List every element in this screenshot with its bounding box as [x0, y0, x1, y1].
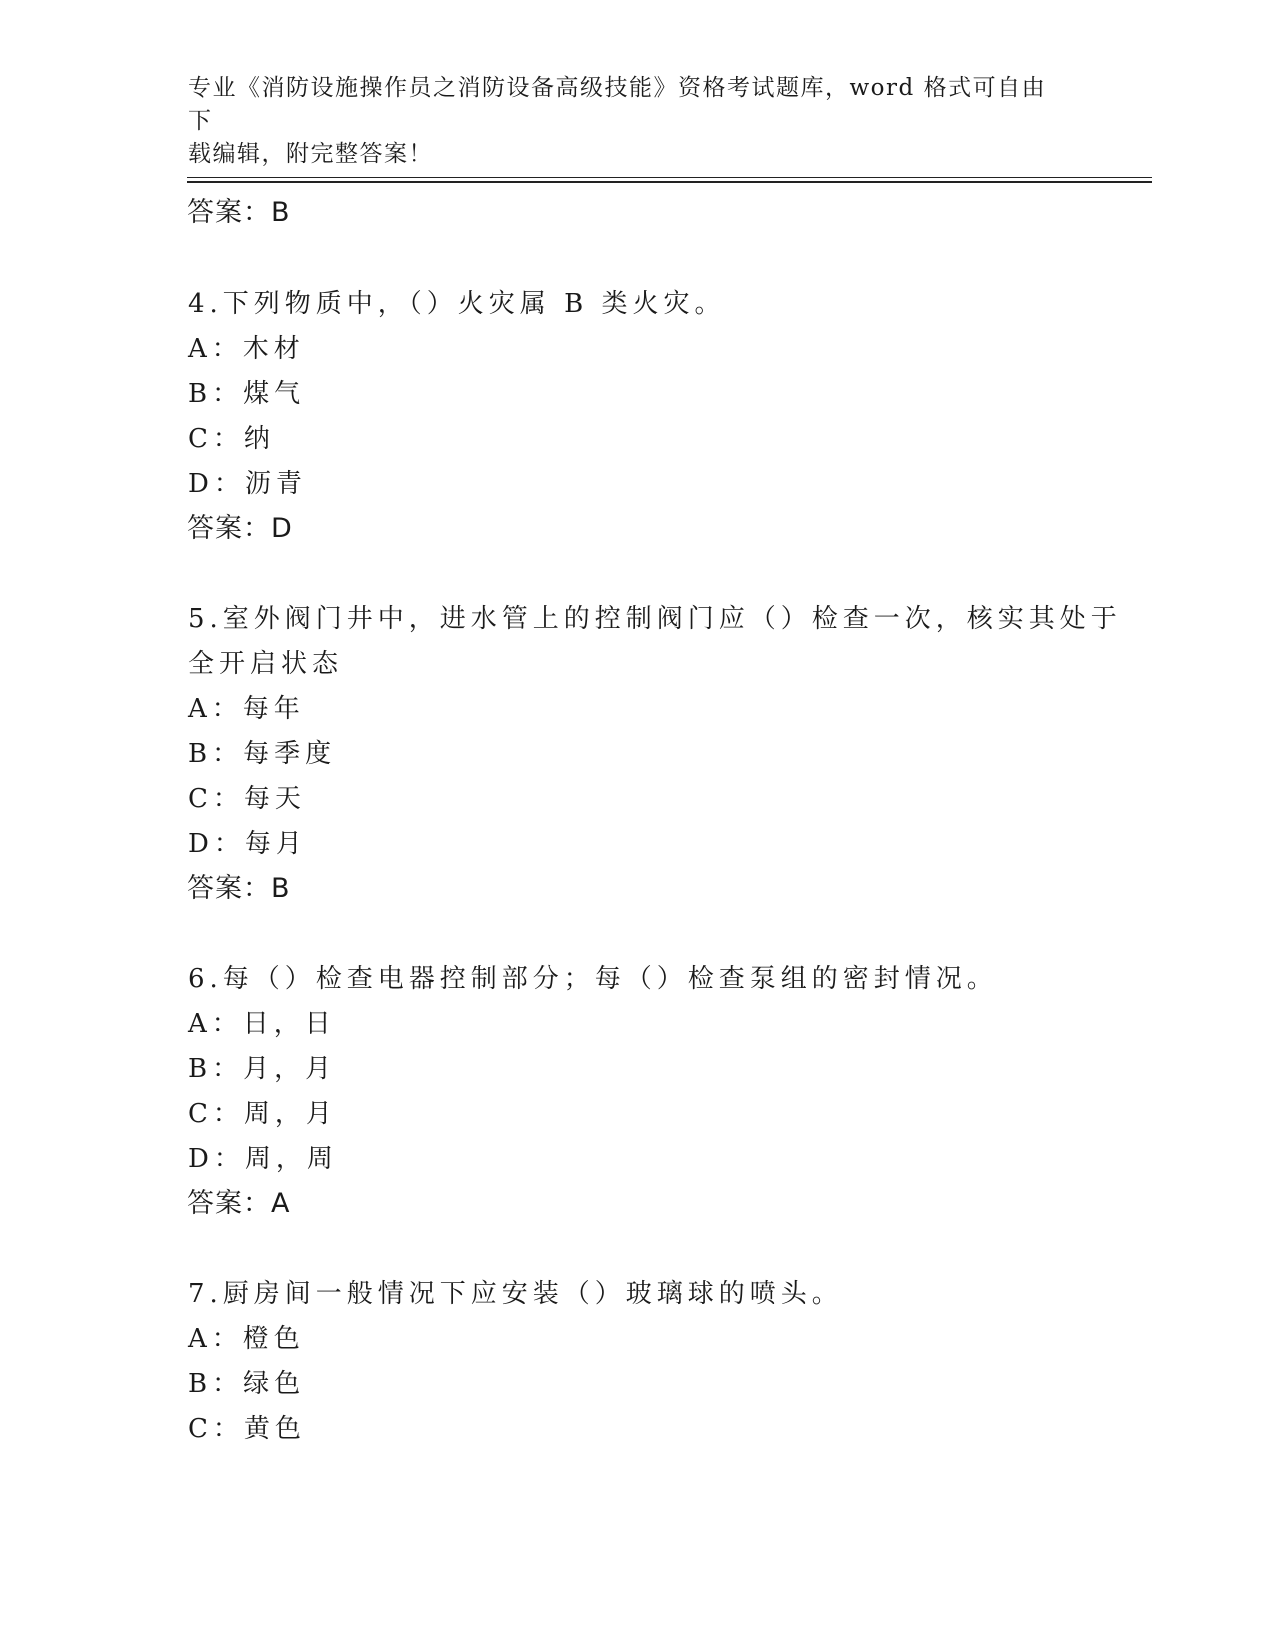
question-7-option-a: A：橙色: [188, 1324, 305, 1354]
question-5-option-a: A：每年: [188, 694, 305, 724]
header-line-2: 载编辑，附完整答案！: [188, 141, 433, 167]
question-7-stem: 7.厨房间一般情况下应安装（）玻璃球的喷头。: [188, 1279, 843, 1309]
question-4-option-a: A：木材: [188, 334, 305, 364]
question-7-option-c: C：黄色: [188, 1414, 306, 1444]
header-divider-thick: [187, 181, 1152, 183]
question-4-option-d: D：沥青: [188, 469, 307, 499]
question-5-option-c: C：每天: [188, 784, 306, 814]
question-7-option-b: B：绿色: [188, 1369, 306, 1399]
question-6-option-c: C：周，月: [188, 1099, 337, 1129]
question-5-option-d: D：每月: [188, 829, 307, 859]
header-line-1: 专业《消防设施操作员之消防设备高级技能》资格考试题库，word 格式可自由下: [188, 75, 1047, 134]
question-6-option-b: B：月，月: [188, 1054, 337, 1084]
question-6-option-d: D：周，周: [188, 1144, 338, 1174]
question-6-stem: 6.每（）检查电器控制部分；每（）检查泵组的密封情况。: [188, 964, 998, 994]
question-4-answer: 答案：D: [187, 513, 293, 544]
question-4-stem: 4.下列物质中，（）火灾属 B 类火灾。: [188, 289, 726, 319]
previous-answer: 答案：B: [187, 197, 291, 228]
question-5-answer: 答案：B: [187, 873, 291, 904]
question-4-option-b: B：煤气: [188, 379, 306, 409]
document-header: [188, 72, 1068, 171]
question-5-stem-line-2: 全开启状态: [188, 649, 344, 679]
header-divider-thin: [187, 177, 1152, 178]
question-4-option-c: C：纳: [188, 424, 275, 454]
question-6-option-a: A：日，日: [188, 1009, 336, 1039]
question-6-answer: 答案：A: [187, 1188, 291, 1219]
question-5-stem-line-1: 5.室外阀门井中，进水管上的控制阀门应（）检查一次，核实其处于: [188, 604, 1122, 634]
question-5-option-b: B：每季度: [188, 739, 337, 769]
